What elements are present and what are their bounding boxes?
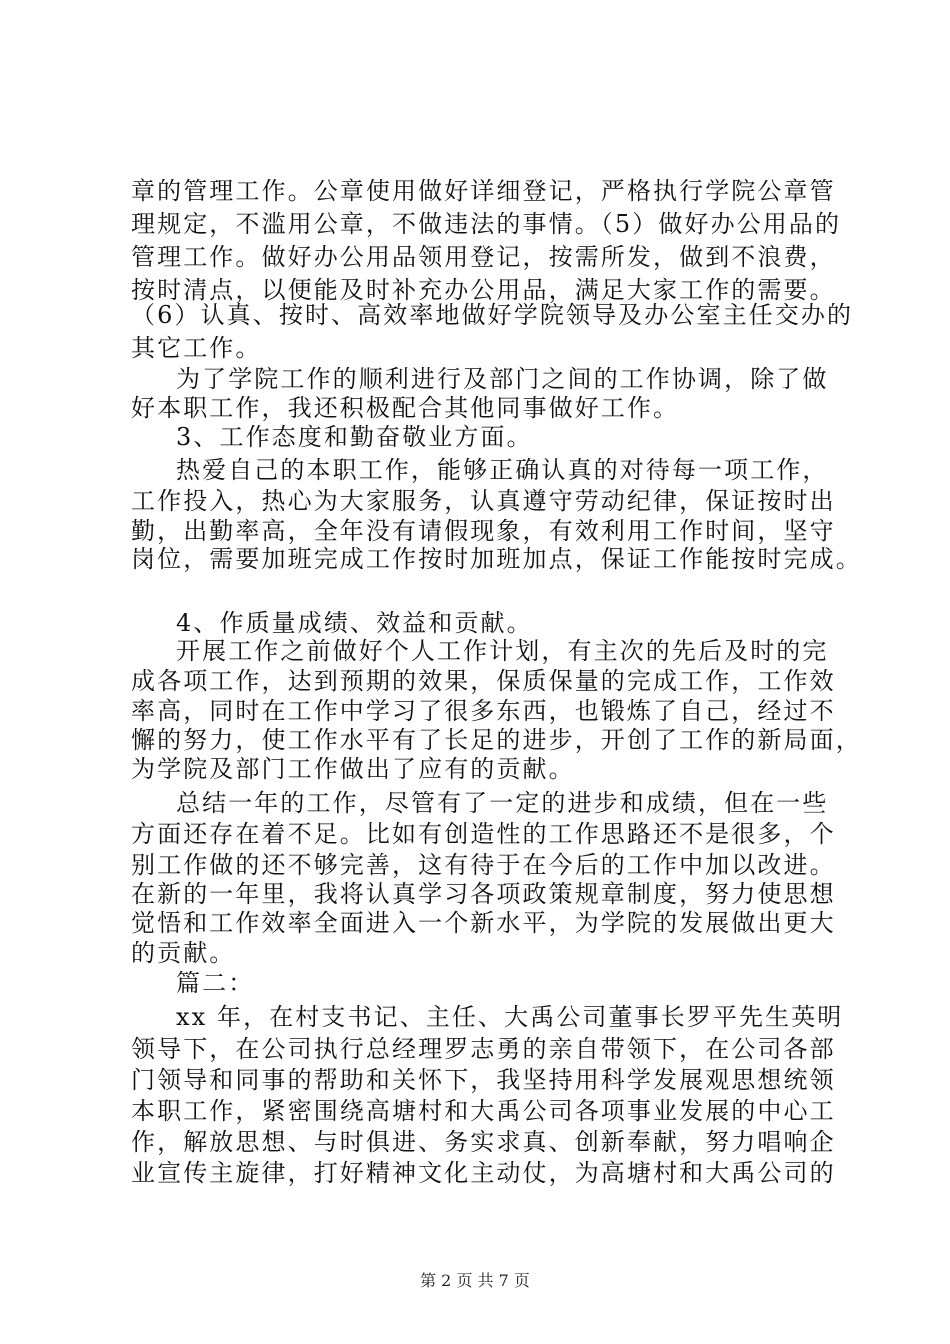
text-line-17: 率高，同时在工作中学习了很多东西，也锻炼了自己，经过不 — [131, 697, 836, 725]
text-line-11: 工作投入，热心为大家服务，认真遵守劳动纪律，保证按时出 — [131, 487, 836, 515]
text-line-20: 总结一年的工作，尽管有了一定的进步和成绩，但在一些 — [176, 789, 829, 817]
text-line-31: 作，解放思想、与时俱进、务实求真、创新奉献，努力唱响企 — [131, 1128, 836, 1156]
text-line-13: 岗位，需要加班完成工作按时加班加点，保证工作能按时完成。 — [131, 545, 862, 573]
text-line-3: 管理工作。做好办公用品领用登记，按需所发，做到不浪费， — [131, 243, 836, 271]
text-line-27: xx 年，在村支书记、主任、大禹公司董事长罗平先生英明 — [176, 1003, 844, 1031]
section-heading-3: 3、工作态度和勤奋敬业方面。 — [176, 423, 533, 451]
text-line-6: 其它工作。 — [131, 334, 262, 362]
text-line-30: 本职工作，紧密围绕高塘村和大禹公司各项事业发展的中心工 — [131, 1097, 836, 1125]
text-line-21: 方面还存在着不足。比如有创造性的工作思路还不是很多，个 — [131, 820, 836, 848]
text-line-8: 好本职工作，我还积极配合其他同事做好工作。 — [131, 394, 680, 422]
text-line-19: 为学院及部门工作做出了应有的贡献。 — [131, 755, 575, 783]
text-line-15: 开展工作之前做好个人工作计划，有主次的先后及时的完 — [176, 637, 829, 665]
text-line-5: （6）认真、按时、高效率地做好学院领导及办公室主任交办的 — [131, 301, 854, 329]
text-line-16: 成各项工作，达到预期的效果，保质保量的完成工作，工作效 — [131, 667, 836, 695]
text-line-28: 领导下，在公司执行总经理罗志勇的亲自带领下，在公司各部 — [131, 1035, 836, 1063]
text-line-24: 觉悟和工作效率全面进入一个新水平，为学院的发展做出更大 — [131, 909, 836, 937]
text-line-12: 勤，出勤率高，全年没有请假现象，有效利用工作时间，坚守 — [131, 517, 836, 545]
text-line-22: 别工作做的还不够完善，这有待于在今后的工作中加以改进。 — [131, 851, 836, 879]
text-line-2: 理规定，不滥用公章，不做违法的事情。（5）做好办公用品的 — [131, 210, 842, 238]
text-line-1: 章的管理工作。公章使用做好详细登记，严格执行学院公章管 — [131, 177, 836, 205]
text-line-29: 门领导和同事的帮助和关怀下，我坚持用科学发展观思想统领 — [131, 1066, 836, 1094]
page-number-footer: 第 2 页 共 7 页 — [420, 1271, 530, 1290]
text-line-7: 为了学院工作的顺利进行及部门之间的工作协调，除了做 — [176, 365, 829, 393]
text-line-32: 业宣传主旋律，打好精神文化主动仗，为高塘村和大禹公司的 — [131, 1159, 836, 1187]
text-line-10: 热爱自己的本职工作，能够正确认真的对待每一项工作， — [176, 456, 829, 484]
text-line-23: 在新的一年里，我将认真学习各项政策规章制度，努力使思想 — [131, 880, 836, 908]
text-line-25: 的贡献。 — [131, 939, 236, 967]
text-line-18: 懈的努力，使工作水平有了长足的进步，开创了工作的新局面， — [131, 726, 862, 754]
text-line-4: 按时清点，以便能及时补充办公用品，满足大家工作的需要。 — [131, 276, 836, 304]
section-heading-part-two: 篇二： — [176, 969, 255, 997]
section-heading-4: 4、作质量成绩、效益和贡献。 — [176, 609, 533, 637]
